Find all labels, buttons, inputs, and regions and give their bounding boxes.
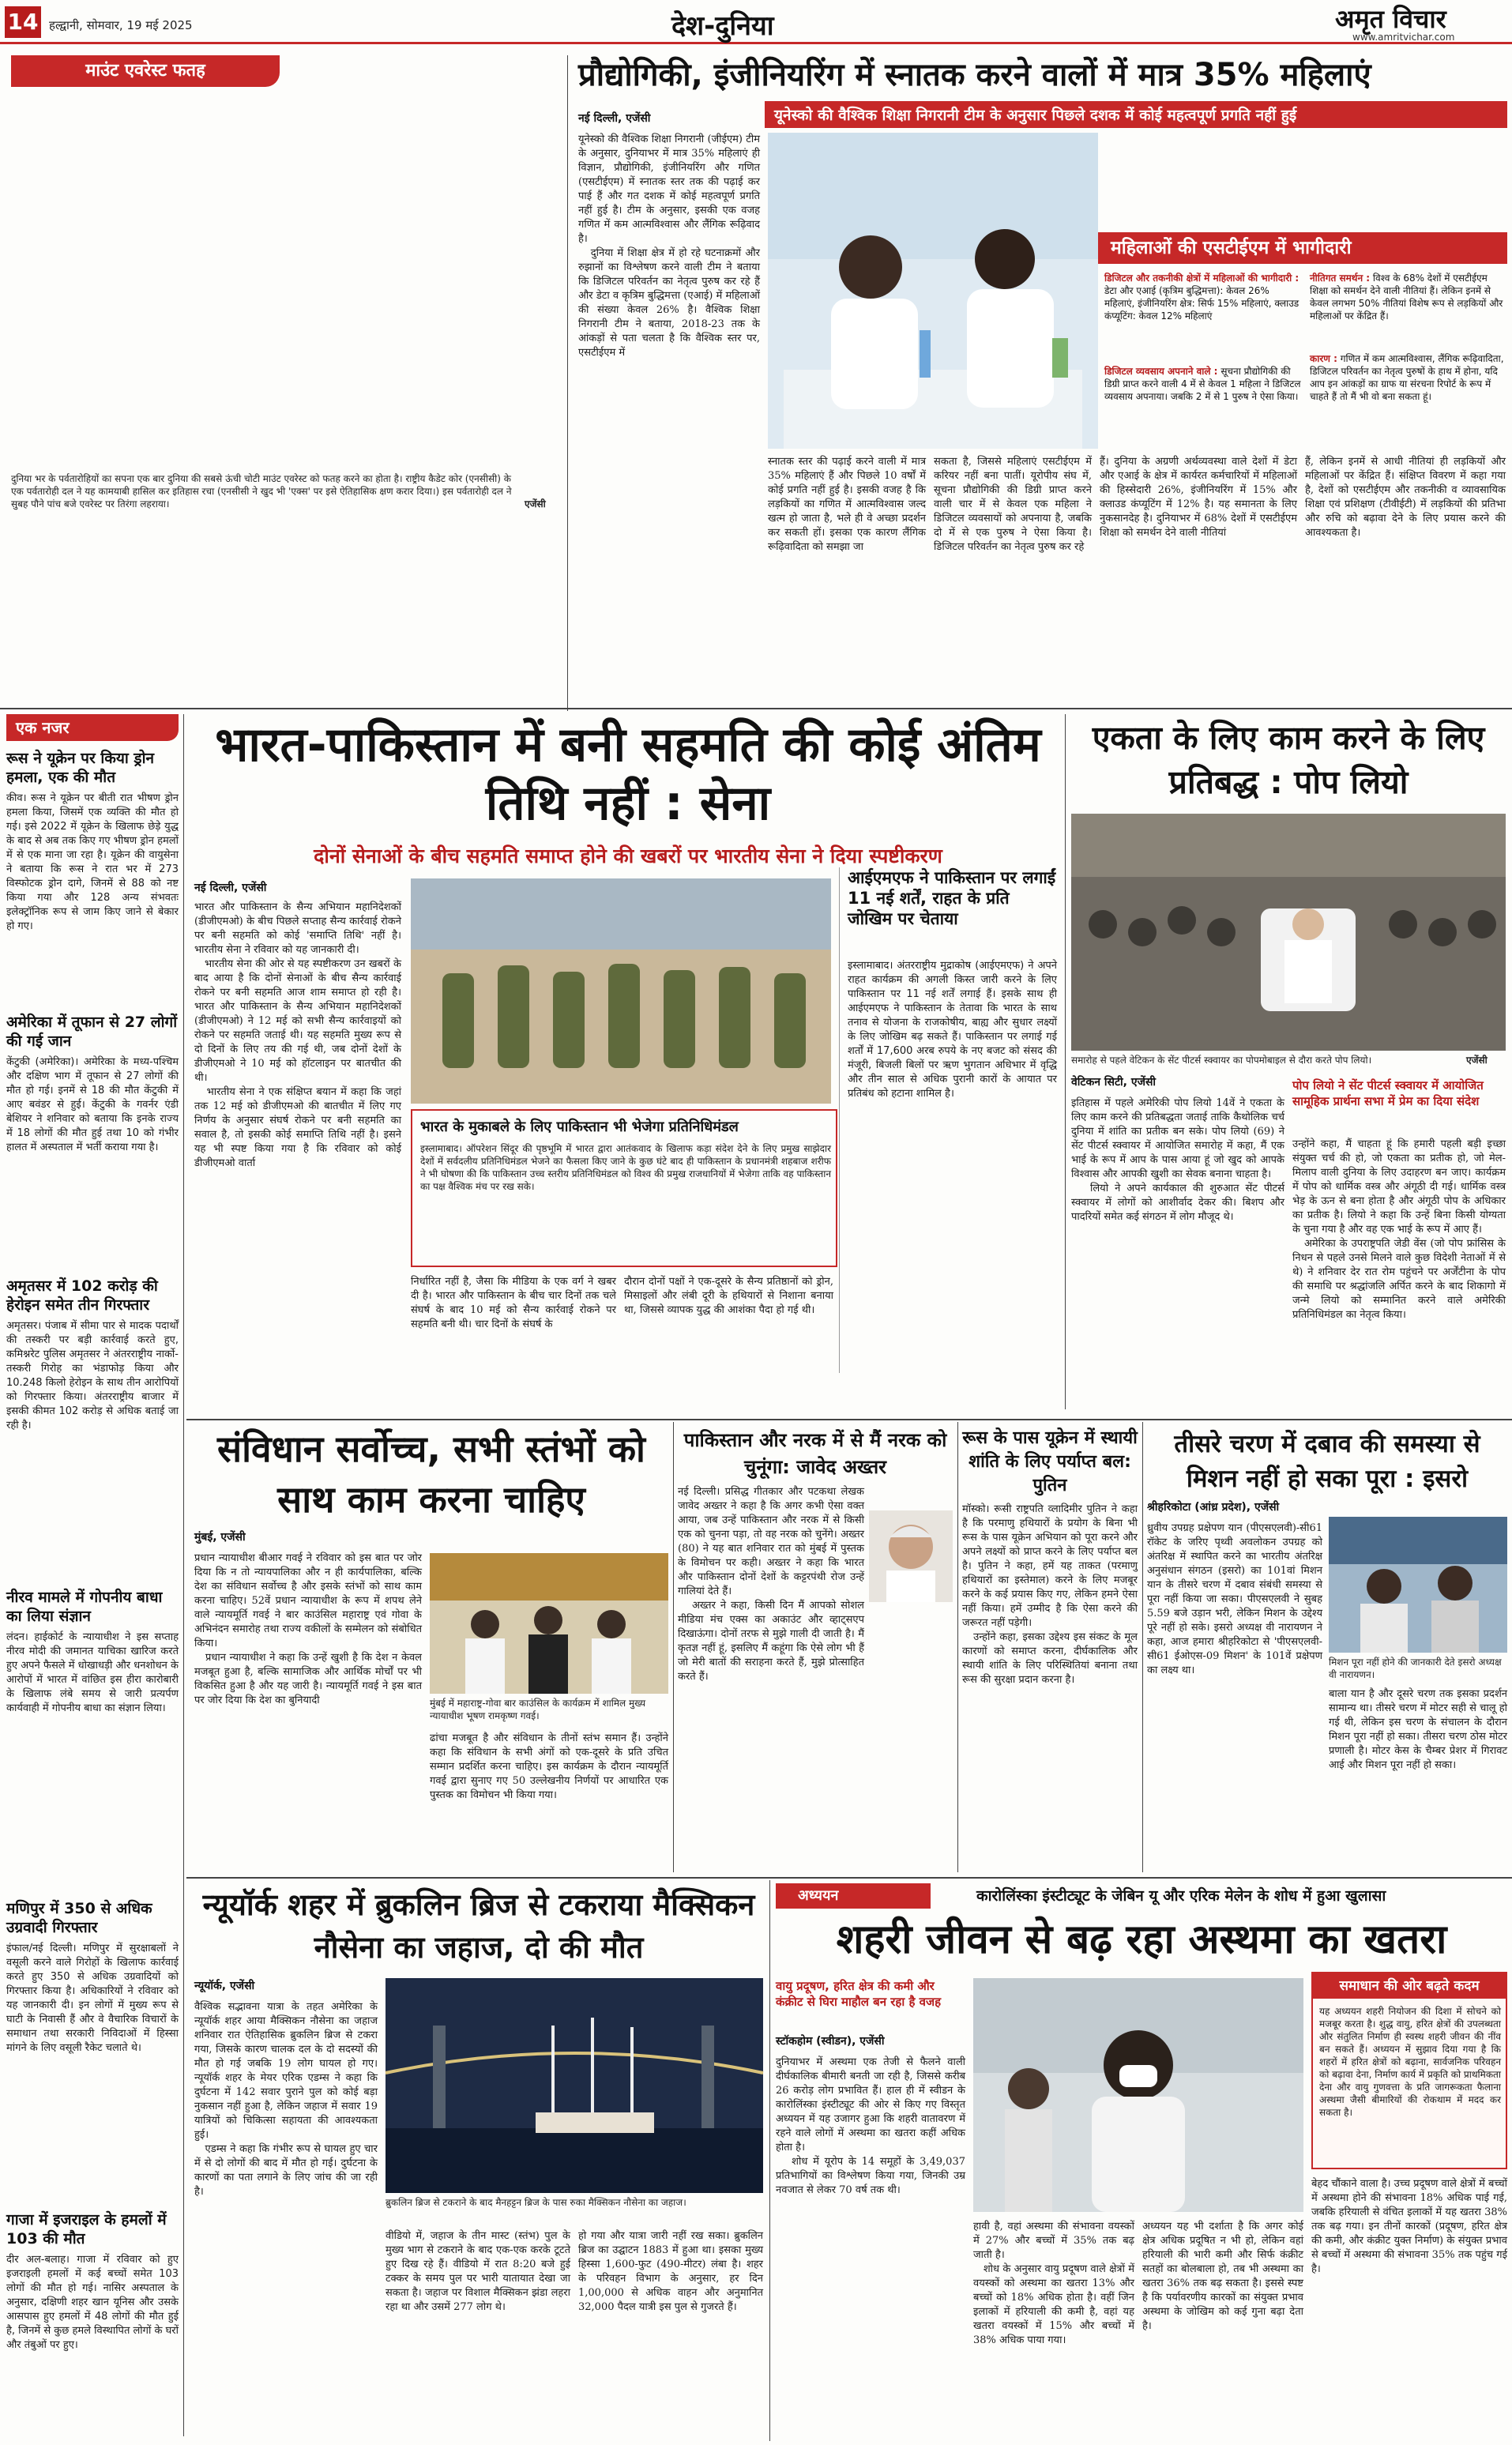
stem-box-item-body: सूचना प्रौद्योगिकी की डिग्री प्राप्त करने वाली 4 में से केवल 1 महिला ने डिजिटल व्यवसाय अपनाया। जबकि 2 में से 1 पुरुष ने ऐसा किया। bbox=[1104, 366, 1301, 402]
akhtar-body: नई दिल्ली। प्रसिद्ध गीतकार और पटकथा लेखक जावेद अख्तर ने कहा है कि अगर कभी ऐसा वक्त आया, जब उन्हें पाकिस्तान और नरक में से किसी एक को चुनना पड़ा, तो वह नरक को चुनेंगे। अख्तर (80) ने यह बात शनिवार रात को मुंबई में पुस्तक के विमोचन पर कही। अख्तर ने कहा कि भारत और पाकिस्तान दोनों देशों के कट्टरपंथी रोज उन्हें गालियां देते हैं। अख्तर ने कहा, किसी दिन मैं आपको सोशल मीडिया मंच एक्स का अकाउंट और व्हाट्सएप दिखाऊंगा। दोनों तरफ से मुझे गाली दी जाती है। मैं कृतज्ञ नहीं हूं, इसलिए मैं कहूंगा कि ऐसे लोग भी हैं जो मेरी बातों की सराहना करते हैं, मुझे प्रोत्साहित करते हैं। bbox=[678, 1486, 864, 1683]
asthma-col1: दुनियाभर में अस्थमा एक तेजी से फैलने वाली दीर्घकालिक बीमारी बनती जा रही है, जिससे करीब 26 करोड़ लोग प्रभावित हैं। हाल ही में स्वीडन के कारोलिंस्का इंस्टीट्यूट की ओर से किए गए विस्तृत अध्ययन में यह उजागर हुआ कि शहरी वातावरण में रहने वाले लोगों में अस्थमा का खतरा कहीं अधिक होता है। शोध में यूरोप के 14 समूहों के 3,49,037 प्रतिभागियों का विश्लेषण किया गया, जिनकी उम्र नवजात से लेकर 70 वर्ष तक थी। bbox=[776, 2056, 965, 2196]
army-col3: दौरान दोनों पक्षों ने एक-दूसरे के सैन्य प्रतिष्ठानों को ड्रोन, मिसाइलों और लंबी दूरी के हथियारों से निशाना बनाया था, जिससे व्यापक युद्ध की आशंका पैदा हो गई थी। bbox=[624, 1276, 837, 1316]
constitution-col1: प्रधान न्यायाधीश बीआर गवई ने रविवार को इस बात पर जोर दिया कि न तो न्यायपालिका और न ही कार्यपालिका, बल्कि देश का संविधान सर्वोच्च है और इसके स्तंभों को साथ काम करना चाहिए। 52वें प्रधान न्यायाधीश के रूप में शपथ लेने वाले न्यायमूर्ति गवई ने बार काउंसिल महाराष्ट्र एवं गोवा के अभिनंदन समारोह तथा राज्य वकीलों के सम्मेलन को संबोधित किया। प्रधान न्यायाधीश ने कहा कि उन्हें खुशी है कि देश न केवल मजबूत हुआ है, बल्कि सामाजिक और आर्थिक मोर्चों पर भी विकसित हुआ है और यह जारी है। न्यायमूर्ति गवई ने इस बात पर जोर दिया कि देश का बुनियादी bbox=[194, 1552, 422, 1706]
stem-box-item-body: डेटा और एआई (कृत्रिम बुद्धिमत्ता): केवल 26% महिलाएं, इंजीनियरिंग क्षेत्र: सिर्फ 15% महिलाएं, क्लाउड कंप्यूटिंग: केवल 12% महिलाएं bbox=[1104, 285, 1299, 322]
pope-photo bbox=[1071, 814, 1506, 1051]
pope-col2: उन्होंने कहा, मैं चाहता हूं कि हमारी पहली बड़ी इच्छा संयुक्त चर्च की हो, जो एकता का प्रतीक हो, जो मेल-मिलाप वाली दुनिया के लिए उदाहरण बन जाए। कार्यक्रम में पोप को धार्मिक वस्त्र और अंगूठी दी गई। धार्मिक वस्त्र भेड़ के ऊन से बना होता है और अंगूठी पोप के अधिकार का प्रतीक है। लियो ने कहा कि उन्हें बिना किसी योग्यता के चुना गया है और वह एक भाई के रूप में आए हैं। अमेरिका के उपराष्ट्रपति जेडी वेंस (जो पोप फ्रांसिस के निधन से पहले उनसे मिलने वाले कुछ विदेशी नेताओं में से थे) ने शनिवार देर रात रोम पहुंचने पर अर्जेंटीना के पोप की समाधि पर श्रद्धांजलि अर्पित करने के बाद शिकागो में जन्मे लियो को सम्मानित करने वाले अमेरिकी प्रतिनिधिमंडल का नेतृत्व किया। bbox=[1292, 1138, 1506, 1321]
sidebar-item-head: अमृतसर में 102 करोड़ की हेरोइन समेत तीन गिरफ्तार bbox=[6, 1277, 158, 1314]
sidebar-item-body: कीव। रूस ने यूक्रेन पर बीती रात भीषण ड्रोन हमला किया, जिसमें एक व्यक्ति की मौत हो गई। इसे 2022 में यूक्रेन के खिलाफ छेड़े युद्ध के बाद से अब तक किए गए भीषण ड्रोन हमलों में से एक माना जा रहा है। यूक्रेन की वायुसेना ने बताया कि रूस ने रात भर में 273 विस्फोटक ड्रोन दागे, जिनमें से 88 को नष्ट किया गया और 128 अन्य संभवतः इलेक्ट्रॉनिक रूप से जाम किए जाने से बेकार हो गए। bbox=[6, 792, 179, 932]
brooklyn-caption: ब्रुकलिन ब्रिज से टकराने के बाद मैनहट्टन ब्रिज के पास रुका मैक्सिकन नौसेना का जहाज। bbox=[386, 2197, 686, 2208]
horizontal-rule bbox=[186, 1877, 1512, 1879]
brooklyn-col3: हो गया और यात्रा जारी नहीं रख सका। ब्रुकलिन ब्रिज का उद्घाटन 1883 में हुआ था। इसका मुख्य हिस्सा 1,600-फुट (490-मीटर) लंबा है। शहर के परिवहन विभाग के अनुसार, हर दिन 1,00,000 से अधिक वाहन और अनुमानित 32,000 पैदल यात्री इस पुल से गुजरते हैं। bbox=[578, 2230, 767, 2313]
army-col2: निर्धारित नहीं है, जैसा कि मीडिया के एक वर्ग ने खबर दी है। भारत और पाकिस्तान के बीच चार दिनों तक चले संघर्ष के बाद 10 मई को सैन्य कार्रवाई रोकने पर सहमति बनी थी। चार दिनों के संघर्ष के bbox=[411, 1276, 620, 1330]
stem-box-item-head: डिजिटल व्यवसाय अपनाने वाले : bbox=[1104, 366, 1218, 377]
horizontal-rule bbox=[186, 1419, 1512, 1420]
stem-subhead-band bbox=[765, 101, 1507, 128]
stem-box-item-head: डिजिटल और तकनीकी क्षेत्रों में महिलाओं की भागीदारी : bbox=[1104, 273, 1299, 284]
asthma-highlight: वायु प्रदूषण, हरित क्षेत्र की कमी और कंक्रीट से घिरा माहौल बन रहा है वजह bbox=[776, 1979, 942, 2009]
pope-headline: एकता के लिए काम करने के लिए प्रतिबद्ध : पोप लियो bbox=[1092, 719, 1485, 801]
stem-box-item bbox=[1310, 272, 1504, 351]
vertical-rule bbox=[769, 1880, 770, 2441]
army-headline: भारत-पाकिस्तान में बनी सहमति की कोई अंतिम तिथि नहीं : सेना bbox=[215, 717, 1041, 831]
constitution-photo bbox=[430, 1553, 668, 1694]
brooklyn-col1: वैश्विक सद्भावना यात्रा के तहत अमेरिका के न्यूयॉर्क शहर आया मैक्सिकन नौसेना का जहाज शनिवार रात ऐतिहासिक ब्रुकलिन ब्रिज से टकरा गया, जिसके कारण चालक दल के दो सदस्यों की मौत हो गई जबकि 19 लोग घायल हो गए। न्यूयॉर्क शहर के मेयर एरिक एडम्स ने कहा कि दुर्घटना में 142 सवार पुराने पुल को कोई बड़ा नुकसान नहीं हुआ है, लेकिन जहाज में सवार 19 यात्रियों को चिकित्सा सहायता की आवश्यकता हुई। एडम्स ने कहा कि गंभीर रूप से घायल हुए चार में से दो लोगों की बाद में मौत हो गई। दुर्घटना के कारणों का पता लगाने के लिए जांच की जा रही है। bbox=[194, 2001, 378, 2198]
army-photo bbox=[411, 878, 831, 1104]
section-title: देश-दुनिया bbox=[671, 10, 774, 42]
stem-box-title: महिलाओं की एसटीईएम में भागीदारी bbox=[1098, 232, 1507, 264]
isro-col2: बाला यान है और दूसरे चरण तक इसका प्रदर्शन सामान्य था। तीसरे चरण में मोटर सही से चालू हो गई थी, लेकिन इस चरण के संचालन के दौरान मिशन पूरा नहीं हो सका। तीसरा चरण ठोस मोटर प्रणाली है। मोटर केस के चैम्बर प्रेशर में गिरावट आई और मिशन पूरा नहीं हो सका। bbox=[1329, 1688, 1511, 1771]
constitution-col2: ढांचा मजबूत है और संविधान के तीनों स्तंभ समान हैं। उन्होंने कहा कि संविधान के सभी अंगों को एक-दूसरे के प्रति उचित सम्मान प्रदर्शित करना चाहिए। इस कार्यक्रम के दौरान न्यायमूर्ति गवई द्वारा सुनाए गए 50 उल्लेखनीय निर्णयों पर आधारित एक पुस्तक का विमोचन भी किया गया। bbox=[430, 1732, 672, 1801]
delegation-body: इस्लामाबाद। ऑपरेशन सिंदूर की पृष्ठभूमि में भारत द्वारा आतंकवाद के खिलाफ कड़ा संदेश देने के लिए प्रमुख साझेदार देशों में सर्वदलीय प्रतिनिधिमंडल भेजने का फैसला किए जाने के कुछ घंटे बाद ही पाकिस्तान के प्रधानमंत्री शहबाज शरीफ ने भी घोषणा की कि पाकिस्तान उच्च स्तरीय प्रतिनिधिमंडल को विश्व की प्रमुख राजधानियों में भेजेगा ताकि वह पाकिस्तान का पक्ष वैश्विक मंच पर रख सके। bbox=[420, 1143, 831, 1192]
sidebar-item-body: अमृतसर। पंजाब में सीमा पार से मादक पदार्थों की तस्करी पर बड़ी कार्रवाई करते हुए, कमिश्नरेट पुलिस अमृतसर ने अंतरराष्ट्रीय नार्को-तस्करी गिरोह का भंडाफोड़ किया और 10.248 किलो हेरोइन के साथ तीन आरोपियों को गिरफ्तार किया। अंतरराष्ट्रीय बाजार में इसकी कीमत 102 करोड़ से अधिक बताई जा रही है। bbox=[6, 1320, 179, 1431]
brooklyn-dateline: न्यूयॉर्क, एजेंसी bbox=[194, 1980, 255, 1992]
stem-box-item-body: विश्व के 68% देशों में एसटीईएम शिक्षा को समर्थन देने वाली नीतियां हैं। लेकिन इनमें से केवल लगभग 50% नीतियां विशेष रूप से लड़कियों और महिलाओं पर केंद्रित हैं। bbox=[1310, 273, 1503, 322]
stem-col5: हैं, लेकिन इनमें से आधी नीतियां ही लड़कियों और महिलाओं पर केंद्रित हैं। संक्षिप्त विवरण में कहा गया है, देशों को एसटीईएम और तकनीकी व व्यावसायिक शिक्षा एवं प्रशिक्षण (टीवीईटी) में लड़कियों की प्रतिभा और रुचि को बढ़ावा देने के लिए प्रयास करने की आवश्यकता है। bbox=[1305, 456, 1510, 539]
stem-col2: स्नातक स्तर की पढ़ाई करने वाली में मात्र 35% महिलाएं हैं और पिछले 10 वर्षों में कोई प्रगति नहीं हुई है। इसकी वजह है कि लड़कियों का गणित में आत्मविश्वास जल्द खत्म हो जाता है, भले ही वे अच्छा प्रदर्शन कर सकती हों। इसका एक कारण लैंगिक रूढ़िवादिता को समझा जा bbox=[768, 456, 930, 553]
constitution-dateline: मुंबई, एजेंसी bbox=[194, 1531, 246, 1544]
vertical-rule bbox=[957, 1422, 958, 1872]
sidebar-item-body: दीर अल-बलाह। गाजा में रविवार को हुए इजराइली हमलों में कई बच्चों समेत 103 लोगों की मौत हो गई। नासिर अस्पताल के अनुसार, दक्षिणी शहर खान यूनिस और उसके आसपास हुए हमलों में 48 लोगों की मौत हुई है, जिनमें से कुछ हमले विस्थापित लोगों के घरों और तंबुओं पर हुए। bbox=[6, 2254, 179, 2351]
sidebar-item-body: लंदन। हाईकोर्ट के न्यायाधीश ने इस सप्ताह नीरव मोदी की जमानत याचिका खारिज करते हुए अपने फैसले में धोखाधड़ी और धनशोधन के आरोपों में भारत में वांछित इस हीरा कारोबारी के खिलाफ लंबे समय से जारी प्रत्यर्पण कार्यवाही में गोपनीय बाधा का संज्ञान लिया। bbox=[6, 1631, 179, 1714]
russia-headline: रूस के पास यूक्रेन में स्थायी शांति के लिए पर्याप्त बल: पुतिन bbox=[962, 1428, 1138, 1495]
everest-photo bbox=[11, 55, 561, 466]
everest-credit: एजेंसी bbox=[525, 498, 546, 510]
horizontal-rule bbox=[0, 708, 1512, 709]
brooklyn-col2: वीडियो में, जहाज के तीन मास्ट (स्तंभ) पुल के मुख्य भाग से टकराने के बाद एक-एक करके टूटते हुए दिख रहे हैं। वीडियो में रात 8:20 बजे हुई टक्कर के समय पुल पर भारी यातायात देखा जा सकता है। जहाज पर विशाल मैक्सिकन झंडा लहरा रहा था और उसमें 277 लोग थे। bbox=[386, 2230, 574, 2313]
asthma-box-title: समाधान की ओर बढ़ते कदम bbox=[1313, 1973, 1506, 1999]
stem-dateline: नई दिल्ली, एजेंसी bbox=[578, 112, 651, 125]
imf-title: आईएमएफ ने पाकिस्तान पर लगाईं 11 नई शर्तें, राहत के प्रति जोखिम पर चेताया bbox=[848, 868, 1056, 928]
asthma-box-body: यह अध्ययन शहरी नियोजन की दिशा में सोचने को मजबूर करता है। शुद्ध वायु, हरित क्षेत्रों की उपलब्धता और संतुलित निर्माण ही स्वस्थ शहरी जीवन की नींव बन सकते हैं। अध्ययन में सुझाव दिया गया है कि शहरों में हरित क्षेत्रों को बढ़ाना, सार्वजनिक परिवहन को बढ़ावा देना, निर्माण कार्य में प्रकृति को प्राथमिकता देना और वायु गुणवत्ता के प्रति जागरूकता फैलाना अस्थमा जैसी बीमारियों की रोकथाम में मदद कर सकता है। bbox=[1319, 2006, 1501, 2118]
city-date: हल्द्वानी, सोमवार, 19 मई 2025 bbox=[49, 18, 193, 32]
pope-caption: समारोह से पहले वेटिकन के सेंट पीटर्स स्क्वायर का पोपमोबाइल से दौरा करते पोप लियो। bbox=[1071, 1055, 1372, 1066]
stem-box-item-head: नीतिगत समर्थन : bbox=[1310, 273, 1371, 284]
asthma-photo bbox=[973, 1978, 1303, 2212]
isro-headline: तीसरे चरण में दबाव की समस्या से मिशन नहीं हो सका पूरा : इसरो bbox=[1174, 1430, 1480, 1493]
army-dateline: नई दिल्ली, एजेंसी bbox=[194, 882, 267, 894]
vertical-rule bbox=[1142, 1422, 1143, 1872]
isro-dateline: श्रीहरिकोटा (आंध्र प्रदेश), एजेंसी bbox=[1147, 1501, 1280, 1514]
sidebar-item-head: अमेरिका में तूफान से 27 लोगों की गई जान bbox=[6, 1014, 178, 1050]
asthma-solution-box bbox=[1311, 1972, 1507, 2169]
isro-col1: ध्रुवीय उपग्रह प्रक्षेपण यान (पीएसएलवी)-सी61 रॉकेट के जरिए पृथ्वी अवलोकन उपग्रह को अंतरिक्ष में स्थापित करने का भारतीय अंतरिक्ष अनुसंधान संगठन (इसरो) का 101वां मिशन यान के तीसरे चरण में दबाव संबंधी समस्या से पूरा नहीं किया जा सका। पीएसएलवी ने सुबह 5.59 बजे उड़ान भरी, लेकिन मिशन के उद्देश्य पूरे नहीं हो सके। इसरो अध्यक्ष वी नारायणन ने कहा, आज हमारा श्रीहरिकोटा से 'पीएसएलवी-सी61 ईओएस-09 मिशन' के 101वें प्रक्षेपण का लक्ष्य था। bbox=[1147, 1522, 1326, 1676]
asthma-dateline: स्टॉकहोम (स्वीडन), एजेंसी bbox=[776, 2035, 885, 2048]
page-number: 14 bbox=[5, 6, 41, 38]
sidebar-item-head: मणिपुर में 350 से अधिक उग्रवादी गिरफ्तार bbox=[6, 1900, 152, 1936]
constitution-caption: मुंबई में महाराष्ट्र-गोवा बार काउंसिल के कार्यक्रम में शामिल मुख्य न्यायाधीश भूषण रामकृष्ण गवई। bbox=[430, 1698, 646, 1721]
stem-box-item bbox=[1104, 365, 1302, 444]
stem-box-item bbox=[1104, 272, 1302, 359]
asthma-headline: शहरी जीवन से बढ़ रहा अस्थमा का खतरा bbox=[836, 1917, 1447, 1963]
russia-body: मॉस्को। रूसी राष्ट्रपति व्लादिमीर पुतिन ने कहा है कि परमाणु हथियारों के प्रयोग के बिना भी रूस के पास यूक्रेन अभियान को पूरा करने और अपने लक्ष्यों को प्राप्त करने के लिए पर्याप्त बल है। पुतिन ने कहा, हमें यह ताकत (परमाणु हथियारों का इस्तेमाल) करने के लिए मजबूर करने के कई प्रयास किए गए, लेकिन हमने ऐसा नहीं किया। हमें उम्मीद है कि ऐसा करने की जरूरत नहीं पड़ेगी। उन्होंने कहा, इसका उद्देश्य इस संकट के मूल कारणों को समाप्त करना, दीर्घकालिक और स्थायी शांति के लिए परिस्थितियां बनाना तथा रूस की सुरक्षा प्रदान करना है। bbox=[962, 1503, 1138, 1686]
army-col1: भारत और पाकिस्तान के सैन्य अभियान महानिदेशकों (डीजीएमओ) के बीच पिछले सप्ताह सैन्य कार्रवाई रोकने पर बनी सहमति को कोई 'समाप्ति तिथि' नहीं है। भारतीय सेना ने रविवार को यह जानकारी दी। भारतीय सेना की ओर से यह स्पष्टीकरण उन खबरों के बाद आया है कि दोनों सेनाओं के बीच सैन्य कार्रवाई रोकने पर बनी सहमति आज शाम समाप्त हो रही है। भारत और पाकिस्तान के सैन्य अभियान महानिदेशकों (डीजीएमओ) ने 12 मई को सभी सैन्य कार्रवाइयों को रोकने पर सहमति जताई थी। यह सहमति मुख्य रूप से दो दिनों के लिए तय की गई थी, जब दोनों देशों के डीजीएमओ ने 10 मई को हॉटलाइन पर बातचीत की थी। भारतीय सेना ने एक संक्षिप्त बयान में कहा कि जहां तक 12 मई को डीजीएमओ की बातचीत में लिए गए निर्णय के अनुसार संघर्ष रोकने पर बनी सहमति का सवाल है, तो इसकी कोई समाप्ति तिथि नहीं है। इसने यह भी स्पष्ट किया गया है कि रविवार को कोई डीजीएमओ वार्ता bbox=[194, 901, 401, 1169]
stem-box-item-body: गणित में कम आत्मविश्वास, लैंगिक रूढ़िवादिता, डिजिटल परिवर्तन का नेतृत्व पुरुषों के हाथ में होना, यदि आप इन आंकड़ों का ग्राफ या संरचना रिपोर्ट के रूप में चाहते हैं तो मैं भी वो बना सकता हूं। bbox=[1310, 353, 1504, 402]
sidebar-item-head: गाजा में इजराइल के हमलों में 103 की मौत bbox=[6, 2211, 167, 2248]
vertical-rule bbox=[567, 55, 568, 711]
sidebar-item-body: केंटुकी (अमेरिका)। अमेरिका के मध्य-पश्चिम और दक्षिण भाग में तूफान से 27 लोगों की मौत हो गई। इनमें से 18 की मौत केंटुकी में आए बवंडर से हुई। केंटुकी के गवर्नर एंडी बेशियर ने शनिवार को बताया कि इनके राज्य में 18 लोगों की मौत हुई तथा 10 को गंभीर हालत में अस्पताल में भर्ती कराया गया है। bbox=[6, 1056, 179, 1153]
stem-col1: यूनेस्को की वैश्विक शिक्षा निगरानी (जीईएम) टीम के अनुसार, दुनियाभर में मात्र 35% महिलाएं ही विज्ञान, प्रौद्योगिकी, इंजीनियरिंग और गणित (एसटीईएम) में स्नातक स्तर तक की पढ़ाई कर पाई हैं और गत दशक में कोई महत्वपूर्ण प्रगति नहीं हुई है। टीम के अनुसार, इसकी एक वजह गणित में कम आत्मविश्वास और लैंगिक रूढ़िवाद है। दुनिया में शिक्षा क्षेत्र में हो रहे घटनाक्रमों और रुझानों का विश्लेषण करने वाली टीम ने बताया कि डिजिटल परिवर्तन का नेतृत्व पुरुष कर रहे हैं और डेटा व कृत्रिम बुद्धिमत्ता (एआई) में महिलाओं की संख्या केवल 26% है। वैश्विक शिक्षा निगरानी टीम ने बताया, 2018-23 तक के आंकड़ों से पता चलता है कि वैश्विक स्तर पर, एसटीईएम में bbox=[578, 134, 760, 359]
vertical-rule bbox=[183, 714, 184, 2436]
sidebar-label: एक नजर bbox=[6, 714, 179, 741]
isro-photo bbox=[1329, 1517, 1507, 1653]
akhtar-headline: पाकिस्तान और नरक में से मैं नरक को चुनूंगा: जावेद अख्तर bbox=[683, 1429, 947, 1478]
stem-box-item-head: कारण : bbox=[1310, 353, 1337, 364]
stem-col4: हैं। दुनिया के अग्रणी अर्थव्यवस्था वाले देशों में डेटा और एआई के क्षेत्र में कार्यरत कर्मचारियों में महिलाओं की हिस्सेदारी 26%, इंजीनियरिंग में 15% और क्लाउड कंप्यूटिंग में 12% है। यह समानता के लिए नुकसानदेह है। दुनियाभर में 68% देशों में एसटीईएम शिक्षा को समर्थन देने वाली नीतियां bbox=[1100, 456, 1301, 539]
stem-subhead: यूनेस्को की वैश्विक शिक्षा निगरानी टीम के अनुसार पिछले दशक में कोई महत्वपूर्ण प्रगति नहीं हुई bbox=[774, 107, 1297, 124]
everest-block bbox=[11, 55, 561, 529]
pope-credit: एजेंसी bbox=[1466, 1055, 1488, 1066]
vertical-rule bbox=[1065, 714, 1066, 1409]
delegation-title: भारत के मुकाबले के लिए पाकिस्तान भी भेजेगा प्रतिनिधिमंडल bbox=[420, 1119, 739, 1135]
sidebar-item-body: इंफाल/नई दिल्ली। मणिपुर में सुरक्षाबलों ने वसूली करने वाले गिरोहों के खिलाफ कार्रवाई करते हुए 350 से अधिक उग्रवादियों को गिरफ्तार किया है। अधिकारियों ने रविवार को यह जानकारी दी। इन लोगों में मुख्य रूप से घाटी के निवासी हैं और वे वैचारिक विचारों के समाधान तथा सरकारी निविदाओं में हिस्सा मांगने के लिए वसूली रैकेट चलाते थे। bbox=[6, 1943, 179, 2054]
sidebar bbox=[6, 714, 179, 2440]
everest-caption: दुनिया भर के पर्वतारोहियों का सपना एक बार दुनिया की सबसे ऊंची चोटी माउंट एवरेस्ट को फतह करने का होता है। राष्ट्रीय कैडेट कोर (एनसीसी) के एक पर्वतारोही दल ने यह कामयाबी हासिल कर इतिहास रचा (एनसीसी ने खुद भी 'एक्स' पर इसे ऐतिहासिक क्षण करार दिया।) इस पर्वतारोही दल ने सुबह पौने पांच बजे एवरेस्ट पर तिरंगा लहराया। bbox=[11, 473, 512, 510]
isro-caption: मिशन पूरा नहीं होने की जानकारी देते इसरो अध्यक्ष वी नारायणन। bbox=[1329, 1657, 1502, 1680]
asthma-col4: बेहद चौंकाने वाला है। उच्च प्रदूषण वाले क्षेत्रों में बच्चों में अस्थमा होने की संभावना 18% अधिक पाई गई, जबकि हरियाली से वंचित इलाकों में यह खतरा 38% तक बढ़ गया। इन तीनों कारकों (प्रदूषण, हरित क्षेत्र की कमी, और कंक्रीट युक्त निर्माण) के संयुक्त प्रभाव से बच्चों में अस्थमा की संभावना 35% तक पहुंच गई है। bbox=[1311, 2178, 1511, 2275]
sidebar-item-head: रूस ने यूक्रेन पर किया ड्रोन हमला, एक की मौत bbox=[6, 750, 155, 786]
akhtar-photo bbox=[869, 1510, 953, 1602]
brooklyn-headline: न्यूयॉर्क शहर में ब्रुकलिन ब्रिज से टकराया मैक्सिकन नौसेना का जहाज, दो की मौत bbox=[202, 1887, 755, 1965]
sidebar-item-head: नीरव मामले में गोपनीय बाधा का लिया संज्ञान bbox=[6, 1589, 163, 1625]
brooklyn-photo bbox=[386, 1978, 763, 2193]
imf-box bbox=[839, 867, 1059, 1373]
army-subhead: दोनों सेनाओं के बीच सहमति समाप्त होने की खबरों पर भारतीय सेना ने दिया स्पष्टीकरण bbox=[314, 844, 942, 867]
brand-logo: अमृत विचार bbox=[1335, 4, 1446, 34]
brand-url: www.amritvichar.com bbox=[1352, 32, 1455, 43]
constitution-headline: संविधान सर्वोच्च, सभी स्तंभों को साथ काम करना चाहिए bbox=[217, 1428, 645, 1521]
everest-label: माउंट एवरेस्ट फतह bbox=[11, 55, 280, 87]
asthma-kicker: कारोलिंस्का इंस्टीट्यूट के जेबिन यू और एरिक मेलेन के शोध में हुआ खुलासा bbox=[976, 1887, 1386, 1905]
stem-headline: प्रौद्योगिकी, इंजीनियरिंग में स्नातक करने वालों में मात्र 35% महिलाएं bbox=[578, 57, 1371, 93]
page-header bbox=[0, 0, 1512, 44]
stem-col3: सकता है, जिससे महिलाएं एसटीईएम में करियर नहीं बना पातीं। यूरोपीय संघ में, सूचना प्रौद्योगिकी की डिग्री प्राप्त करने वाली चार में से केवल एक महिला ने डिजिटल व्यवसायों को अपनाया है, जबकि दो में से एक पुरुष ने ऐसा किया है। डिजिटल परिवर्तन का नेतृत्व पुरुष कर रहे bbox=[934, 456, 1096, 553]
pope-dateline: वेटिकन सिटी, एजेंसी bbox=[1071, 1076, 1157, 1089]
delegation-box bbox=[411, 1109, 837, 1267]
vertical-rule bbox=[673, 1422, 674, 1872]
imf-body: इस्लामाबाद। अंतरराष्ट्रीय मुद्राकोष (आईएमएफ) ने अपने राहत कार्यक्रम की अगली किस्त जारी करने के लिए पाकिस्तान पर 11 नई शर्तें लगाई हैं। इसके साथ ही आईएमएफ ने पाकिस्तान के तेतावा कि भारत के साथ तनाव से योजना के राजकोषीय, बाह्य और सुधार लक्ष्यों के लिए जोखिम बढ़ सकते हैं। पाकिस्तान पर लगाई गई शर्तों में 17,600 अरब रुपये के नए बजट को संसद की मंजूरी, बिजली बिलों पर ऋण भुगतान अधिभार में वृद्धि और तीन साल से अधिक पुरानी कारों के आयात पर प्रतिबंध को हटाना शामिल है। bbox=[848, 960, 1057, 1100]
stem-lab-photo bbox=[768, 133, 1098, 449]
asthma-col2: हावी है, वहां अस्थमा की संभावना वयस्कों में 27% और बच्चों में 35% तक बढ़ जाती है। शोध के अनुसार वायु प्रदूषण वाले क्षेत्रों में वयस्कों को अस्थमा का खतरा 13% और बच्चों को 18% अधिक होता है। वहीं जिन इलाकों में हरियाली की कमी है, वहां यह खतरा वयस्कों में 15% और बच्चों में 38% अधिक पाया गया। bbox=[973, 2221, 1134, 2346]
pope-box-title: पोप लियो ने सेंट पीटर्स स्क्वायर में आयोजित सामूहिक प्रार्थना सभा में प्रेम का दिया संदेश bbox=[1292, 1078, 1484, 1108]
stem-box-item bbox=[1310, 352, 1504, 444]
asthma-label: अध्ययन bbox=[776, 1883, 931, 1909]
asthma-col3: अध्ययन यह भी दर्शाता है कि अगर कोई क्षेत्र अधिक प्रदूषित न भी हो, लेकिन वहां हरियाली की भारी कमी और सिर्फ कंक्रीट सतहों का बोलबाला हो, तब भी अस्थमा का खतरा 36% तक बढ़ सकता है। इससे स्पष्ट है कि पर्यावरणीय कारकों का संयुक्त प्रभाव अस्थमा के जोखिम को कई गुना बढ़ा देता है। bbox=[1142, 2221, 1307, 2332]
pope-col1: इतिहास में पहले अमेरिकी पोप लियो 14वें ने एकता के लिए काम करने की प्रतिबद्धता जताई ताकि कैथोलिक चर्च दुनिया में शांति का प्रतीक बन सके। पोप लियो (69) ने सेंट पीटर्स स्क्वायर में आयोजित समारोह में कहा, मैं एक भाई के रूप में आप के पास आया हूं जो खुद को आपके विश्वास और आपकी खुशी का सेवक बनाना चाहता है। लियो ने अपने कार्यकाल की शुरुआत सेंट पीटर्स स्क्वायर में लोगों को आशीर्वाद देकर की। बिशप और पादरियों समेत कई संगठन में लोग मौजूद थे। bbox=[1071, 1097, 1284, 1223]
